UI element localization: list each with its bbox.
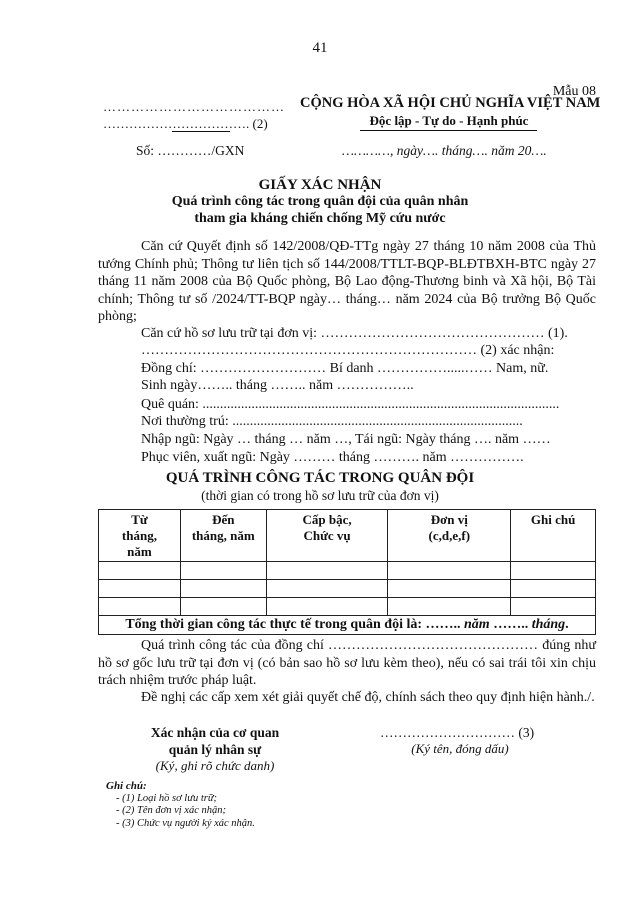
table-cell[interactable] — [511, 562, 596, 580]
footnotes — [106, 780, 255, 830]
document-subtitle-1: Quá trình công tác trong quân đội của quân nhân — [171, 194, 469, 209]
document-title: GIẤY XÁC NHẬN — [258, 177, 382, 193]
table-cell[interactable] — [266, 598, 388, 616]
document-number: Số: …………/GXN — [136, 143, 245, 158]
total-service-time: Tổng thời gian công tác thực tế trong quân đội là: …….. năm …….. tháng. — [99, 616, 596, 635]
unit-name-line: ……………………………. (2) — [103, 116, 268, 131]
table-cell[interactable] — [266, 580, 388, 598]
col-to: Đến tháng, năm — [180, 510, 266, 562]
motto-underline — [360, 130, 537, 131]
field-enlist: Nhập ngũ: Ngày … tháng … năm …, Tái ngũ: Ngày tháng …. năm …… — [141, 432, 551, 447]
total-row — [99, 616, 596, 635]
footnote-item: - (2) Tên đơn vị xác nhận; — [116, 805, 226, 816]
footnote-item: - (3) Chức vụ người ký xác nhận. — [116, 817, 255, 829]
legal-basis-paragraph: Căn cứ Quyết định số 142/2008/QĐ-TTg ngày 27 tháng 10 năm 2008 của Thủ tướng Chính phủ; Thông tư liên tịch số 144/2008/TTLT-BQP-BLĐTBXH-BTC ngày 27 tháng 11 năm 2008 của Bộ Quốc phòng, Bộ Lao động-Thương binh và Xã hội, Bộ Tài chính; Thông tư số /2024/TT-BQP ngày… tháng… năm 2024 của Bộ trưởng Bộ Quốc phòng; — [98, 239, 596, 324]
left-signature-note: (Ký, ghi rõ chức danh) — [155, 758, 275, 773]
table-cell[interactable] — [388, 562, 511, 580]
service-table — [98, 509, 596, 635]
document-subtitle-2: tham gia kháng chiến chống Mỹ cứu nước — [194, 211, 446, 226]
table-cell[interactable] — [99, 580, 181, 598]
footnotes-heading: Ghi chú: — [106, 780, 147, 792]
form-code: Mẫu 08 — [552, 84, 596, 99]
page-number: 41 — [312, 40, 328, 56]
footnote-item: - (1) Loại hồ sơ lưu trữ; — [116, 792, 218, 804]
right-signature-title: ………………………… (3) — [380, 725, 535, 740]
field-confirm-unit: ……………………………………………………………… (2) xác nhận: — [141, 343, 555, 358]
service-subheading: (thời gian có trong hồ sơ lưu trữ của đơn vị) — [201, 488, 439, 503]
table-row — [99, 562, 596, 580]
right-signature-note: (Ký tên, đóng dấu) — [411, 741, 509, 756]
field-residence: Nơi thường trú: ................................................................................... — [141, 414, 523, 429]
table-cell[interactable] — [266, 562, 388, 580]
document-date: …………, ngày…. tháng…. năm 20…. — [342, 143, 547, 158]
service-heading: QUÁ TRÌNH CÔNG TÁC TRONG QUÂN ĐỘI — [165, 470, 475, 486]
left-signature-title-1: Xác nhận của cơ quan — [150, 725, 280, 740]
table-cell[interactable] — [180, 562, 266, 580]
closing-paragraph-1: Quá trình công tác của đồng chí ……………………………………… đúng như hồ sơ gốc lưu trữ tại đơn vị (có bản sao hồ sơ lưu kèm theo), nếu có sai trái tôi xin chịu trách nhiệm trước pháp luật. — [98, 638, 596, 688]
nation-motto: Độc lập - Tự do - Hạnh phúc — [369, 113, 529, 128]
closing-paragraph-2: Đề nghị các cấp xem xét giải quyết chế độ, chính sách theo quy định hiện hành./. — [141, 690, 595, 705]
field-archive: Căn cứ hồ sơ lưu trữ tại đơn vị: ………………………………………… (1). — [141, 326, 568, 341]
table-cell[interactable] — [180, 598, 266, 616]
nation-title: CỘNG HÒA XÃ HỘI CHỦ NGHĨA VIỆT NAM — [300, 95, 601, 111]
col-from: Từ tháng, năm — [99, 510, 181, 562]
table-row — [99, 598, 596, 616]
org-divider — [172, 131, 230, 132]
field-hometown: Quê quán: ...................................................................................................... — [141, 397, 560, 412]
table-cell[interactable] — [388, 580, 511, 598]
service-table-header — [99, 510, 596, 562]
col-notes: Ghi chú — [511, 510, 596, 562]
field-birth: Sinh ngày…….. tháng …….. năm …………….. — [141, 378, 414, 393]
table-cell[interactable] — [180, 580, 266, 598]
org-name-line: ………………………………… — [103, 99, 285, 114]
table-cell[interactable] — [99, 562, 181, 580]
table-cell[interactable] — [511, 598, 596, 616]
table-cell[interactable] — [388, 598, 511, 616]
table-cell[interactable] — [99, 598, 181, 616]
col-rank-position: Cấp bậc, Chức vụ — [266, 510, 388, 562]
col-unit: Đơn vị (c,d,e,f) — [388, 510, 511, 562]
field-discharge: Phục viên, xuất ngũ: Ngày ……… tháng ………. năm ……………. — [141, 450, 524, 465]
field-comrade: Đồng chí: ……………………… Bí danh …………….....…… Nam, nữ. — [141, 361, 549, 376]
left-signature-title-2: quản lý nhân sự — [168, 742, 262, 757]
table-row — [99, 580, 596, 598]
table-cell[interactable] — [511, 580, 596, 598]
